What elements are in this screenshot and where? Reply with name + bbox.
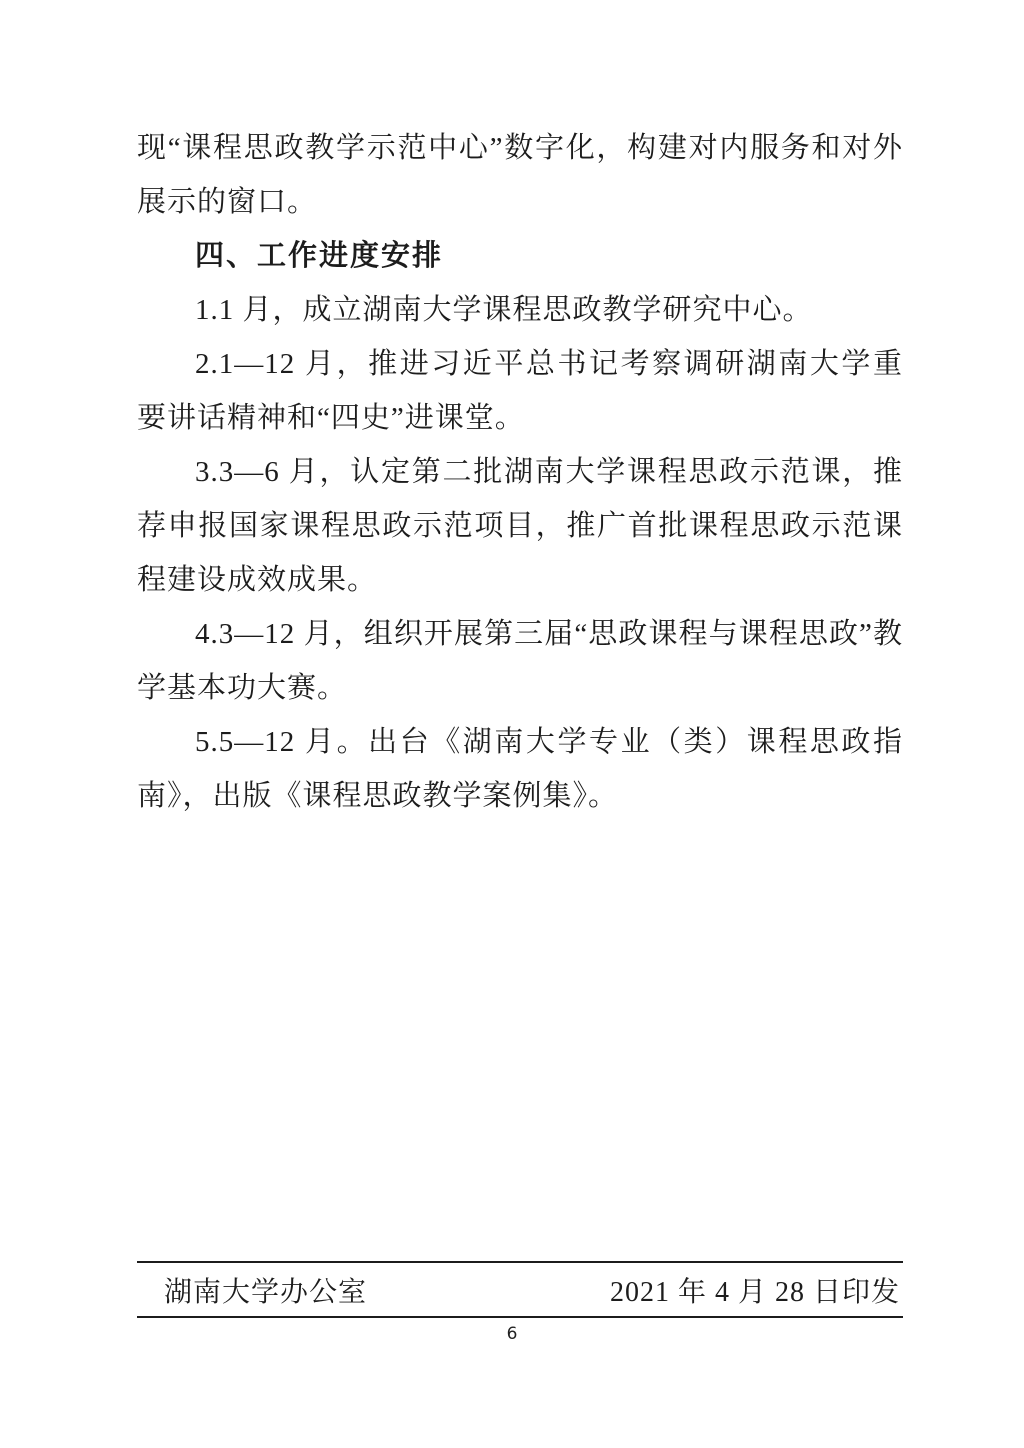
- schedule-item-5: 5.5—12 月。出台《湖南大学专业（类）课程思政指南》，出版《课程思政教学案例集》。: [137, 726, 903, 812]
- schedule-item-2: 2.1—12 月，推进习近平总书记考察调研湖南大学重要讲话精神和“四史”进课堂。: [137, 348, 903, 434]
- page-number: 6: [506, 1324, 518, 1344]
- section-heading: 四、工作进度安排: [195, 240, 444, 272]
- schedule-item-1: 1.1 月，成立湖南大学课程思政教学研究中心。: [195, 294, 813, 326]
- footer-print-date: 2021 年 4 月 28 日印发: [609, 1276, 900, 1308]
- document-footer: [137, 1261, 903, 1318]
- continuation-paragraph: 现“课程思政教学示范中心”数字化，构建对内服务和对外展示的窗口。: [137, 132, 903, 218]
- footer-issuer: 湖南大学办公室: [164, 1276, 368, 1308]
- schedule-item-3: 3.3—6 月，认定第二批湖南大学课程思政示范课，推荐申报国家课程思政示范项目，推广首批课程思政示范课程建设成效成果。: [137, 456, 903, 596]
- document-body: [137, 121, 903, 823]
- schedule-item-4: 4.3—12 月，组织开展第三届“思政课程与课程思政”教学基本功大赛。: [137, 618, 903, 704]
